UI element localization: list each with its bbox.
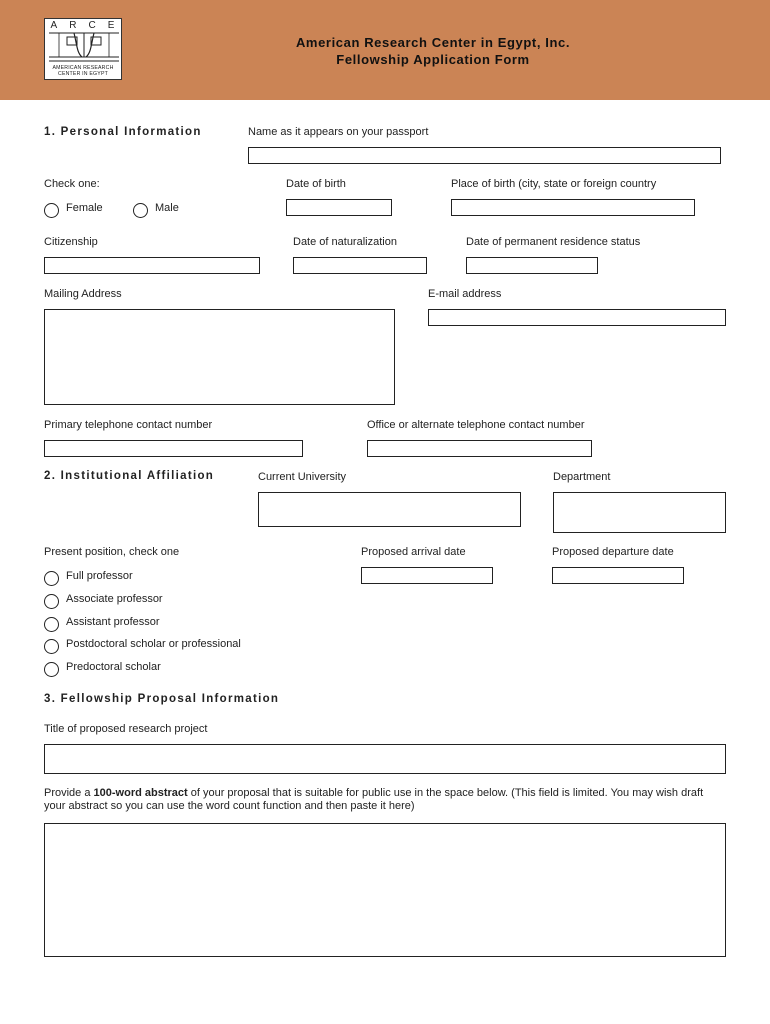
- departure-input[interactable]: [552, 567, 684, 584]
- position-label: Present position, check one: [44, 546, 180, 558]
- full-professor-label: Full professor: [66, 570, 133, 582]
- primary-phone-label: Primary telephone contact number: [44, 419, 213, 431]
- female-radio[interactable]: [44, 203, 59, 218]
- associate-professor-label: Associate professor: [66, 593, 163, 605]
- dob-input[interactable]: [286, 199, 392, 216]
- postdoctoral-radio[interactable]: [44, 639, 59, 654]
- office-phone-input[interactable]: [367, 440, 592, 457]
- full-professor-radio[interactable]: [44, 571, 59, 586]
- university-input[interactable]: [258, 492, 521, 527]
- email-input[interactable]: [428, 309, 726, 326]
- email-label: E-mail address: [428, 288, 502, 300]
- section-fellowship-proposal-heading: 3. Fellowship Proposal Information: [44, 693, 280, 705]
- arce-logo: [44, 18, 122, 80]
- postdoctoral-label: Postdoctoral scholar or professional: [66, 638, 241, 650]
- office-phone-label: Office or alternate telephone contact number: [367, 419, 585, 431]
- mailing-address-input[interactable]: [44, 309, 395, 405]
- citizenship-input[interactable]: [44, 257, 260, 274]
- male-label: Male: [155, 202, 179, 214]
- residence-input[interactable]: [466, 257, 598, 274]
- predoctoral-label: Predoctoral scholar: [66, 661, 161, 673]
- abstract-input[interactable]: [44, 823, 726, 957]
- department-label: Department: [553, 471, 611, 483]
- arrival-input[interactable]: [361, 567, 493, 584]
- naturalization-input[interactable]: [293, 257, 427, 274]
- header-banner: [0, 0, 770, 100]
- primary-phone-input[interactable]: [44, 440, 303, 457]
- logo-emblem-icon: [49, 31, 119, 65]
- predoctoral-radio[interactable]: [44, 662, 59, 677]
- project-title-input[interactable]: [44, 744, 726, 774]
- mailing-address-label: Mailing Address: [44, 288, 122, 300]
- form-org-title: American Research Center in Egypt, Inc.: [295, 35, 571, 50]
- assistant-professor-label: Assistant professor: [66, 616, 160, 628]
- passport-name-label: Name as it appears on your passport: [248, 126, 429, 138]
- citizenship-label: Citizenship: [44, 236, 98, 248]
- pob-label: Place of birth (city, state or foreign country: [451, 178, 657, 190]
- female-label: Female: [66, 202, 103, 214]
- pob-input[interactable]: [451, 199, 695, 216]
- abstract-instructions: Provide a 100-word abstract of your proposal that is suitable for public use in the space below. (This field is limited. You may wish draft your abstract so you can use the word count function and then paste it here): [44, 787, 704, 812]
- section-institutional-affiliation-heading: 2. Institutional Affiliation: [44, 470, 215, 482]
- section-personal-information-heading: 1. Personal Information: [44, 126, 202, 138]
- project-title-label: Title of proposed research project: [44, 723, 208, 735]
- passport-name-input[interactable]: [248, 147, 721, 164]
- department-input[interactable]: [553, 492, 726, 533]
- dob-label: Date of birth: [286, 178, 346, 190]
- residence-label: Date of permanent residence status: [466, 236, 641, 248]
- departure-label: Proposed departure date: [552, 546, 674, 558]
- logo-subtitle: AMERICAN RESEARCH CENTER IN EGYPT: [52, 65, 114, 77]
- form-title: Fellowship Application Form: [336, 52, 530, 67]
- logo-letters: A R C E: [50, 20, 116, 31]
- check-one-label: Check one:: [44, 178, 100, 190]
- associate-professor-radio[interactable]: [44, 594, 59, 609]
- arrival-label: Proposed arrival date: [361, 546, 466, 558]
- naturalization-label: Date of naturalization: [293, 236, 397, 248]
- male-radio[interactable]: [133, 203, 148, 218]
- university-label: Current University: [258, 471, 347, 483]
- assistant-professor-radio[interactable]: [44, 617, 59, 632]
